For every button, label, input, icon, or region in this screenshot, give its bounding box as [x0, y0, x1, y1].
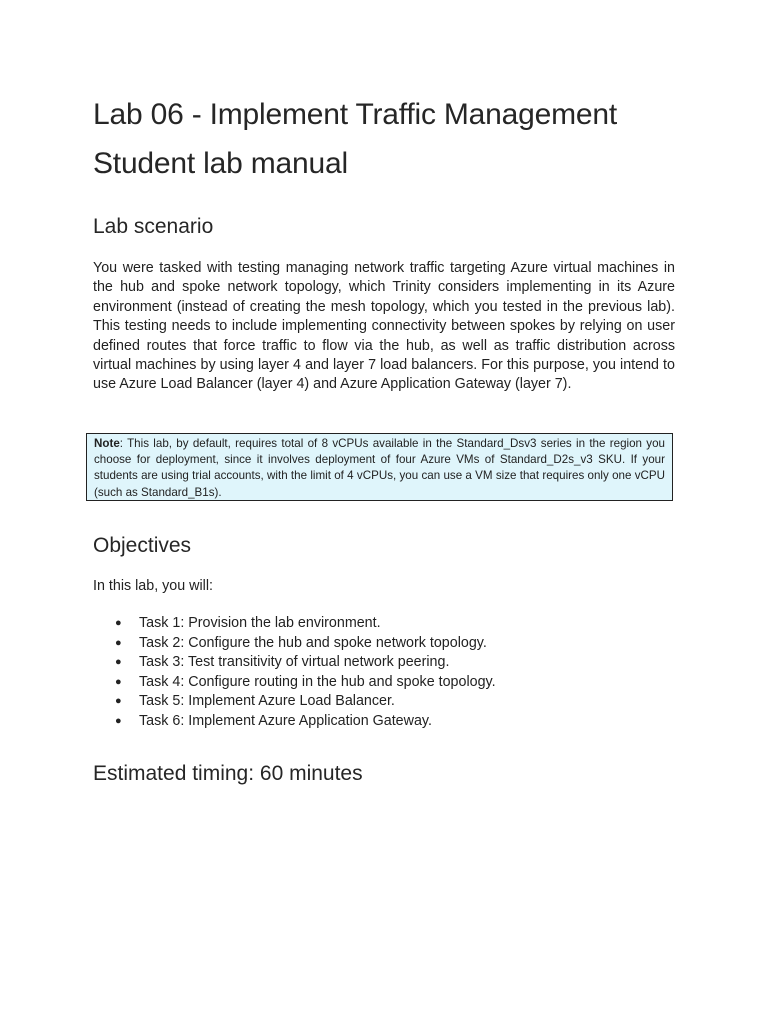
list-item	[93, 634, 496, 654]
scenario-paragraph: You were tasked with testing managing network traffic targeting Azure virtual machines in the hub and spoke network topology, which Trinity considers implementing in its Azure environment (instead of creating the mesh topology, which you tested in the previous lab). This testing needs to include implementing connectivity between spokes by relying on user defined routes that force traffic to flow via the hub, as well as traffic distribution across virtual machines by using layer 4 and layer 7 load balancers. For this purpose, you intend to use Azure Load Balancer (layer 4) and Azure Application Gateway (layer 7).	[93, 260, 675, 393]
task-label: Task 3: Test transitivity of virtual network peering.	[139, 654, 450, 670]
task-list	[93, 614, 496, 731]
task-label: Task 1: Provision the lab environment.	[139, 615, 381, 631]
list-item	[93, 614, 496, 634]
list-item	[93, 653, 496, 673]
objectives-heading: Objectives	[93, 534, 192, 557]
document-subtitle: Student lab manual	[93, 147, 348, 180]
scenario-heading: Lab scenario	[93, 215, 214, 238]
document-title: Lab 06 - Implement Traffic Management	[93, 98, 617, 131]
note-label: Note	[94, 437, 120, 450]
list-item	[93, 692, 496, 712]
list-item	[93, 712, 496, 732]
bullet-icon: ●	[115, 636, 122, 649]
task-label: Task 4: Configure routing in the hub and spoke topology.	[139, 673, 496, 690]
bullet-icon: ●	[115, 714, 122, 727]
list-item	[93, 673, 496, 693]
task-label: Task 2: Configure the hub and spoke network topology.	[139, 634, 487, 651]
bullet-icon: ●	[115, 695, 122, 707]
timing-heading: Estimated timing: 60 minutes	[93, 762, 363, 785]
task-label: Task 5: Implement Azure Load Balancer.	[139, 693, 395, 709]
note-box	[86, 433, 673, 501]
bullet-icon: ●	[115, 617, 122, 629]
bullet-icon: ●	[115, 656, 122, 668]
objectives-intro: In this lab, you will:	[93, 578, 213, 594]
note-text: : This lab, by default, requires total of 8 vCPUs available in the Standard_Dsv3 series in the region you choose for deployment, since it involves deployment of four Azure VMs of Standard_D2s_v3 SKU. If your students are using trial accounts, with the limit of 4 vCPUs, you can use a VM size that requires only one vCPU (such as Standard_B1s).	[94, 437, 665, 499]
bullet-icon: ●	[115, 675, 122, 688]
task-label: Task 6: Implement Azure Application Gateway.	[139, 712, 432, 729]
